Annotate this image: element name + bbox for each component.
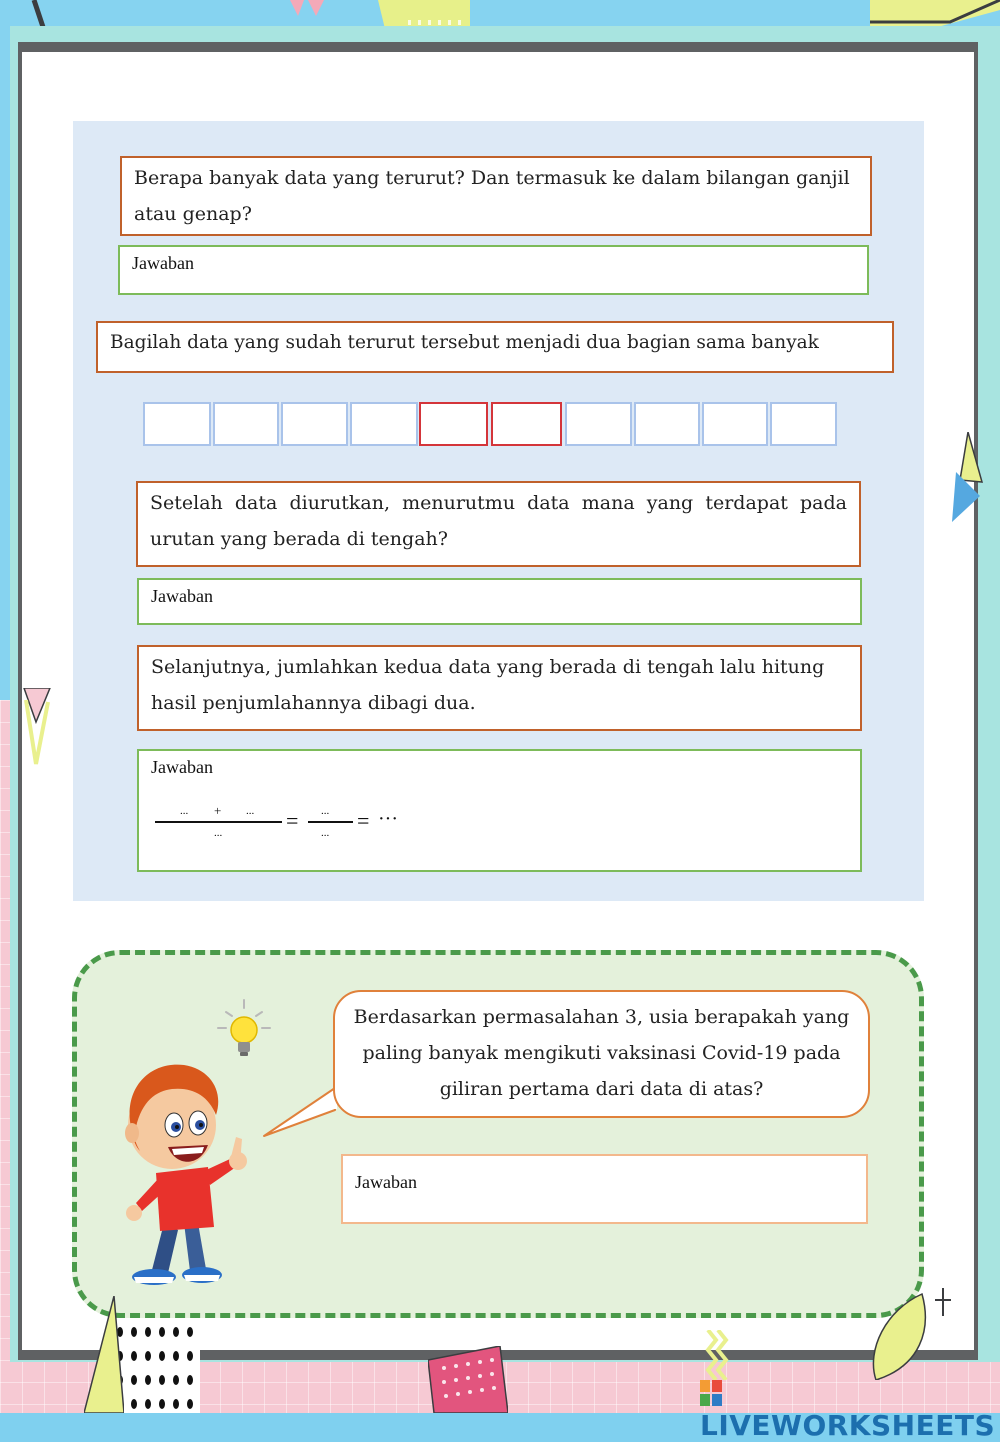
answer-1-label: Jawaban [132,253,194,273]
question-1-text: Berapa banyak data yang terurut? Dan termasuk ke dalam bilangan ganjil atau genap? [134,167,850,225]
answer-5-label: Jawaban [355,1172,417,1192]
data-cell-4[interactable] [350,402,418,446]
formula-den-left: ... [214,827,223,839]
answer-3-input[interactable] [137,578,862,625]
answer-3-label: Jawaban [151,586,213,606]
question-3-box [136,481,861,567]
answer-5-input[interactable] [341,1154,868,1224]
answer-1-input[interactable] [118,245,869,295]
question-5-text: Berdasarkan permasalahan 3, usia berapakah yang paling banyak mengikuti vaksinasi Covid-19 pada giliran pertama dari data di atas? [353,1006,850,1100]
yellow-leaf-bottom-right [866,1290,936,1380]
question-4-text: Selanjutnya, jumlahkan kedua data yang berada di tengah lalu hitung hasil penjumlahannya dibagi dua. [151,656,825,714]
pink-dotted-tile-bottom [428,1346,508,1413]
liveworksheets-logo[interactable] [700,1376,1000,1442]
data-cell-7[interactable] [565,402,632,446]
formula-equals-2: = [357,808,370,833]
data-cell-1[interactable] [143,402,211,446]
dotted-black-tile-bottom [112,1318,200,1413]
question-4-box [137,645,862,731]
data-cell-6[interactable] [491,402,562,446]
speech-bubble-tail [260,1080,340,1140]
formula-result: ··· [378,808,398,830]
triangle-decoration-left [22,688,52,768]
plus-mark-icon [935,1288,951,1316]
data-cell-3[interactable] [281,402,348,446]
answer-4-label: Jawaban [151,757,213,777]
data-cell-10[interactable] [770,402,837,446]
formula-fraction-line-1 [155,821,282,823]
formula-den-mid: ... [321,827,330,839]
formula-plus: + [214,803,222,818]
formula-num-mid: ... [321,805,330,817]
data-cells-row [143,402,837,448]
speech-bubble [333,990,870,1118]
median-formula [152,802,412,842]
question-1-box [120,156,872,236]
liveworksheets-logo-icon [700,1380,722,1406]
formula-equals-1: = [286,808,299,833]
question-3-text: Setelah data diurutkan, menurutmu data mana yang terdapat pada urutan yang berada di tengah? [150,492,847,550]
formula-fraction-line-2 [308,821,353,823]
formula-num-left: ... [180,805,189,817]
question-2-text: Bagilah data yang sudah terurut tersebut menjadi dua bagian sama banyak [110,332,819,353]
yellow-triangle-bottom-left [84,1296,124,1413]
data-cell-5[interactable] [419,402,488,446]
pink-triangles-top [290,0,326,18]
question-2-box [96,321,894,373]
data-cell-9[interactable] [702,402,768,446]
formula-num-right: ... [246,805,255,817]
logo-text: LIVEWORKSHEETS [700,1409,996,1442]
boy-character-icon [112,1055,262,1290]
data-cell-2[interactable] [213,402,279,446]
yellow-zigzag-bottom [700,1330,730,1380]
triangle-decoration-right [950,432,986,524]
lightbulb-icon [214,998,280,1062]
data-cell-8[interactable] [634,402,700,446]
